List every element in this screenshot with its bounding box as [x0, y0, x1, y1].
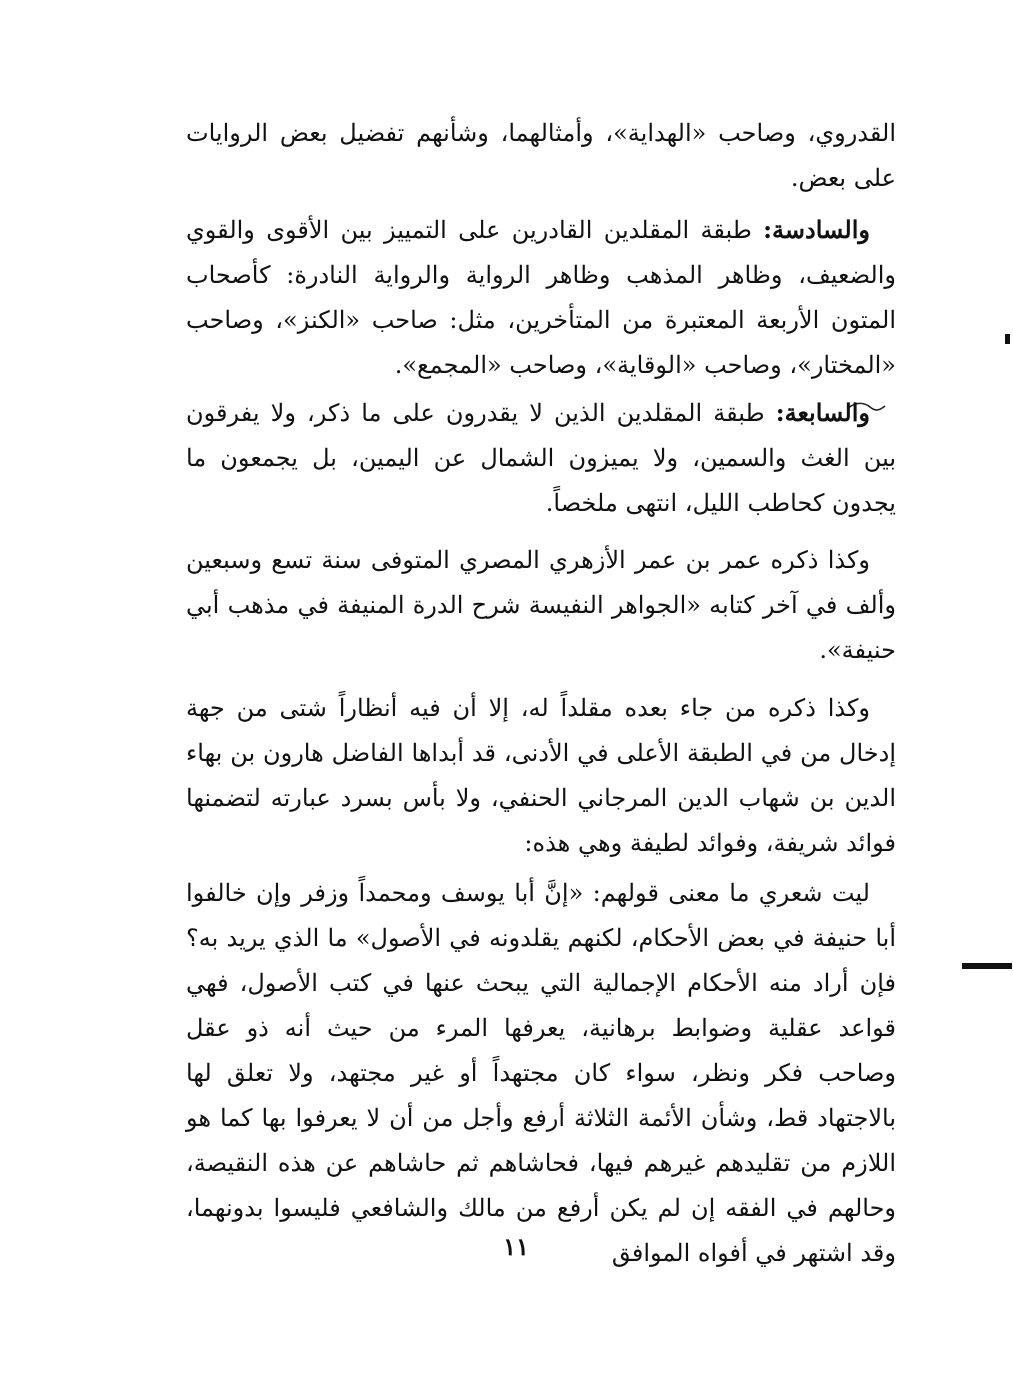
paragraph-6 — [186, 870, 896, 1276]
paragraph-lead: والسادسة: — [763, 215, 870, 244]
margin-mark — [1005, 334, 1010, 344]
paragraph-text: القدروي، وصاحب «الهداية»، وأمثالهما، وشأنهم تفضيل بعض الروايات على بعض. — [186, 119, 896, 192]
paragraph-text: وكذا ذكره من جاء بعده مقلداً له، إلا أن فيه أنظاراً شتى من جهة إدخال من في الطبقة الأعلى في الأدنى، قد أبداها الفاضل هارون بن بهاء الدين بن شهاب الدين المرجاني الحنفي، ولا بأس بسرد عبارته لتضمنها فوائد شريفة، وفوائد لطيفة وهي هذه: — [186, 694, 896, 857]
margin-mark — [962, 963, 1012, 969]
paragraph-text: ليت شعري ما معنى قولهم: «إنَّ أبا يوسف ومحمداً وزفر وإن خالفوا أبا حنيفة في بعض الأحكام، لكنهم يقلدونه في الأصول» ما الذي يريد به؟ فإن أراد منه الأحكام الإجمالية التي يبحث عنها في كتب الأصول، فهي قواعد عقلية وضوابط برهانية، يعرفها المرء من حيث أنه ذو عقل وصاحب فكر ونظر، سواء كان مجتهداً أو غير مجتهد، ولا تعلق لها بالاجتهاد قط، وشأن الأئمة الثلاثة أرفع وأجل من أن لا يعرفوا بها كما هو اللازم من تقليدهم غيرهم فيها، فحاشاهم ثم حاشاهم عن هذه النقيصة، وحالهم في الفقه إن لم يكن أرفع من مالك والشافعي فليسوا بدونهما، وقد اشتهر في أفواه الموافق — [186, 879, 896, 1267]
paragraph-text: طبقة المقلدين القادرين على التمييز بين الأقوى والقوي والضعيف، وظاهر المذهب وظاهر الرواية والرواية النادرة: كأصحاب المتون الأربعة المعتبرة من المتأخرين، مثل: صاحب «الكنز»، وصاحب «المختار»، وصاحب «الوقاية»، وصاحب «المجمع». — [186, 216, 896, 379]
paragraph-4 — [186, 537, 896, 673]
paragraph-2 — [186, 207, 896, 388]
paragraph-5 — [186, 685, 896, 866]
page-number: ١١ — [503, 1232, 529, 1261]
paragraph-text: وكذا ذكره عمر بن عمر الأزهري المصري المتوفى سنة تسع وسبعين وألف في آخر كتابه «الجواهر النفيسة شرح الدرة المنيفة في مذهب أبي حنيفة». — [186, 546, 896, 664]
paragraph-3 — [186, 390, 896, 526]
paragraph-lead: والسابعة: — [775, 398, 870, 427]
paragraph-text: طبقة المقلدين الذين لا يقدرون على ما ذكر، ولا يفرقون بين الغث والسمين، ولا يميزون الشمال عن اليمين، بل يجمعون ما يجدون كحاطب الليل، انتهى ملخصاً. — [186, 399, 896, 517]
paragraph-1 — [186, 110, 896, 201]
